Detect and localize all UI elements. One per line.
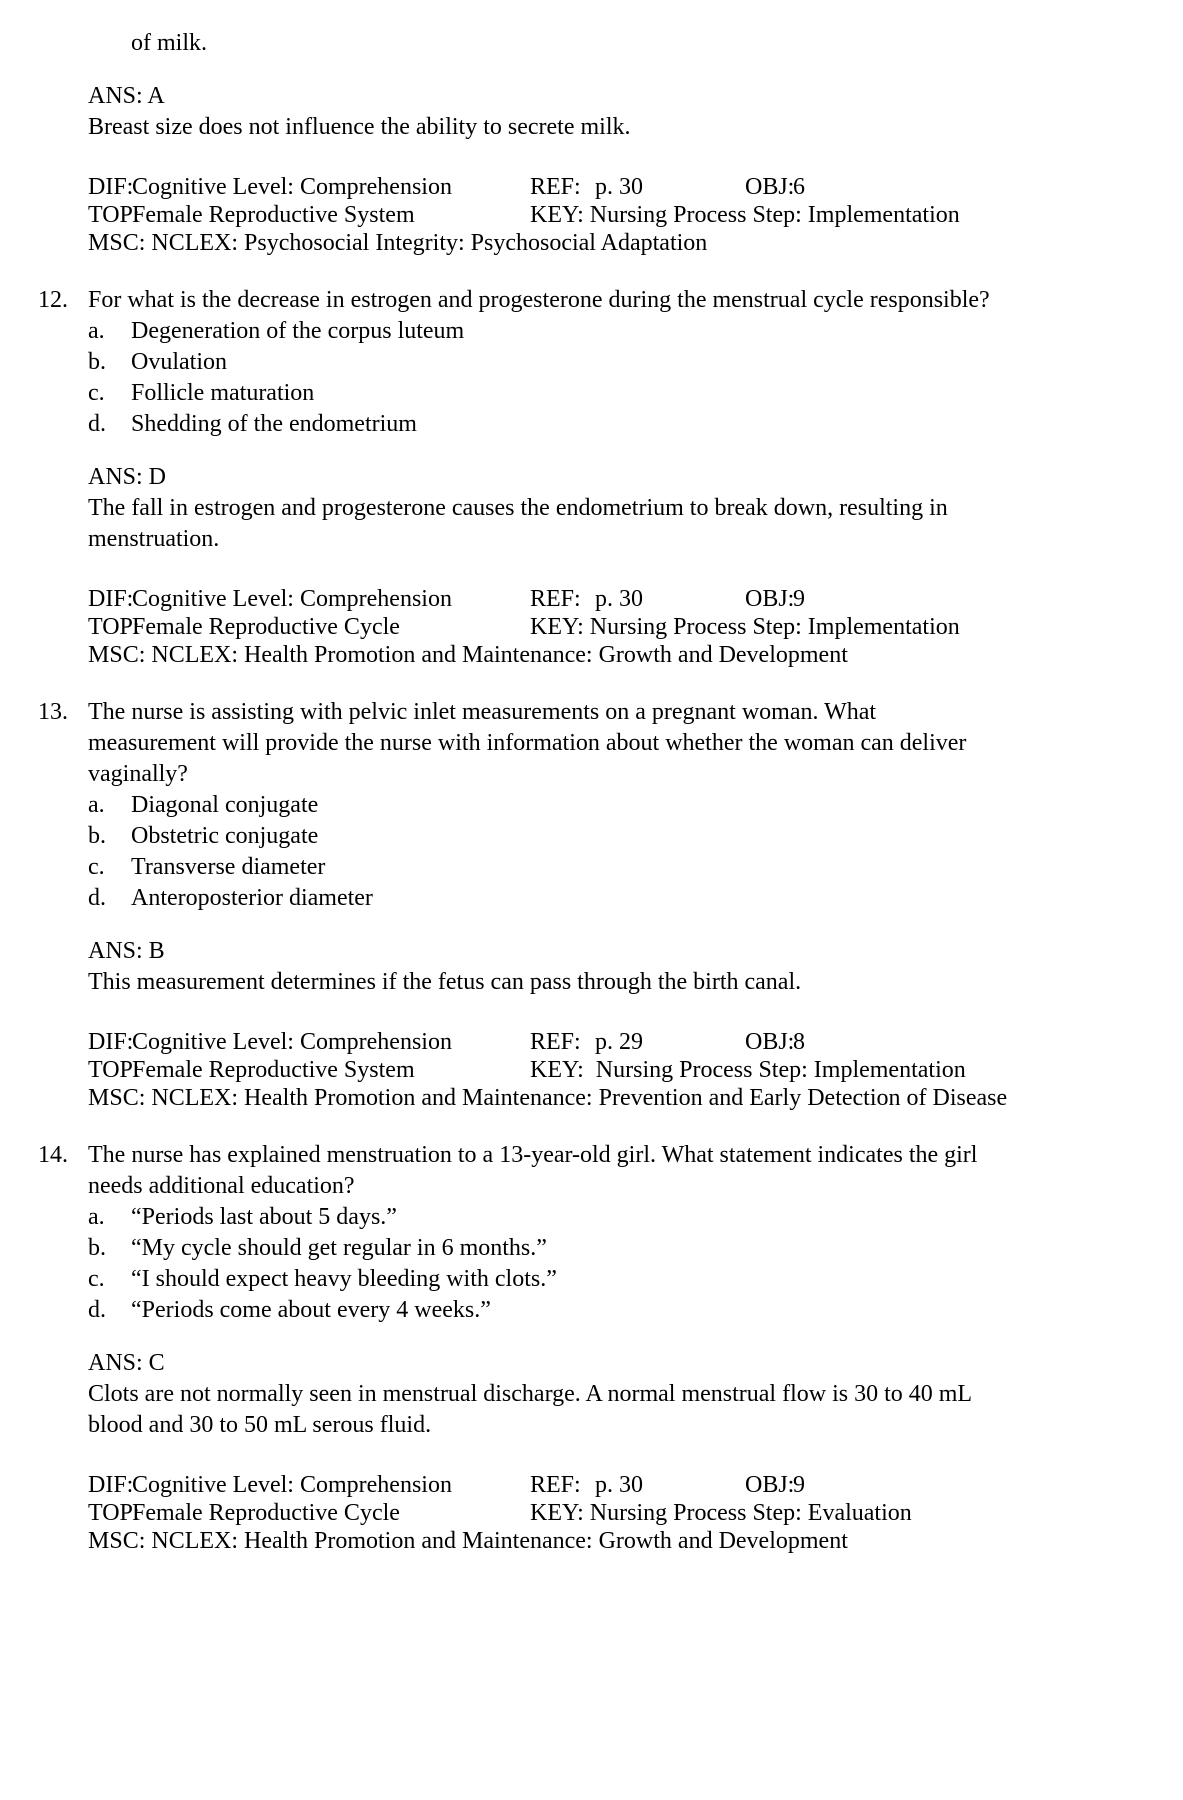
rationale-line: blood and 30 to 50 mL serous fluid. <box>88 1412 432 1438</box>
top-label: TOP: <box>88 1057 140 1083</box>
top-label: TOP: <box>88 1500 140 1526</box>
rationale-line: Clots are not normally seen in menstrual discharge. A normal menstrual flow is 30 to 40 mL <box>88 1381 973 1407</box>
key-value: KEY: Nursing Process Step: Implementation <box>530 202 960 228</box>
meta-block <box>88 173 1163 257</box>
ref-value: p. 30 <box>595 174 643 200</box>
key-value: KEY: Nursing Process Step: Evaluation <box>530 1500 912 1526</box>
answer-option <box>88 1233 1163 1264</box>
answer-label: ANS: C <box>88 1350 165 1376</box>
question-stem-line: The nurse is assisting with pelvic inlet measurements on a pregnant woman. What <box>88 699 877 725</box>
meta-line-top <box>88 1056 1163 1084</box>
option-text: Follicle maturation <box>131 380 315 406</box>
top-label: TOP: <box>88 202 140 228</box>
option-letter: a. <box>88 318 105 344</box>
dif-value: Cognitive Level: Comprehension <box>132 1029 452 1055</box>
option-text: Ovulation <box>131 349 227 375</box>
msc-value: MSC: NCLEX: Health Promotion and Maintenance: Growth and Development <box>88 1528 848 1554</box>
option-text: Shedding of the endometrium <box>131 411 417 437</box>
msc-value: MSC: NCLEX: Health Promotion and Maintenance: Growth and Development <box>88 642 848 668</box>
answer-option <box>88 1264 1163 1295</box>
meta-line-msc <box>88 1084 1163 1112</box>
answer-option <box>88 852 1163 883</box>
option-text: “My cycle should get regular in 6 months.” <box>131 1235 547 1261</box>
dif-value: Cognitive Level: Comprehension <box>132 1472 452 1498</box>
question-stem-line: For what is the decrease in estrogen and progesterone during the menstrual cycle responsible? <box>88 287 990 313</box>
ref-value: p. 30 <box>595 1472 643 1498</box>
dif-value: Cognitive Level: Comprehension <box>132 174 452 200</box>
answer-option <box>88 883 1163 914</box>
option-letter: c. <box>88 1266 105 1292</box>
meta-line-dif <box>88 173 1163 201</box>
meta-line-top <box>88 1499 1163 1527</box>
obj-label: OBJ: <box>745 586 795 612</box>
option-continuation-line: of milk. <box>131 30 207 56</box>
answer-label: ANS: D <box>88 464 167 490</box>
meta-block <box>88 1471 1163 1555</box>
answer-option <box>88 821 1163 852</box>
answer-option <box>88 1295 1163 1326</box>
option-letter: d. <box>88 1297 106 1323</box>
ref-label: REF: <box>530 174 581 200</box>
option-letter: c. <box>88 854 105 880</box>
key-value: KEY: Nursing Process Step: Implementation <box>530 1057 966 1083</box>
question-stem-line: The nurse has explained menstruation to a 13-year-old girl. What statement indicates the girl <box>88 1142 978 1168</box>
meta-line-msc <box>88 1527 1163 1555</box>
meta-line-dif <box>88 1028 1163 1056</box>
option-letter: b. <box>88 349 106 375</box>
rationale-line: This measurement determines if the fetus can pass through the birth canal. <box>88 969 802 995</box>
meta-line-dif <box>88 585 1163 613</box>
meta-line-top <box>88 201 1163 229</box>
obj-value: 9 <box>793 1472 805 1498</box>
answer-option <box>88 790 1163 821</box>
question-stem-line: needs additional education? <box>88 1173 355 1199</box>
option-text: “Periods last about 5 days.” <box>131 1204 397 1230</box>
ref-label: REF: <box>530 1472 581 1498</box>
top-value: Female Reproductive System <box>132 202 415 228</box>
dif-label: DIF: <box>88 174 134 200</box>
option-text: Transverse diameter <box>131 854 326 880</box>
meta-line-dif <box>88 1471 1163 1499</box>
question-number: 12. <box>38 287 68 313</box>
option-text: “Periods come about every 4 weeks.” <box>131 1297 491 1323</box>
question-block <box>38 697 1163 914</box>
dif-label: DIF: <box>88 1472 134 1498</box>
obj-label: OBJ: <box>745 174 795 200</box>
answer-label: ANS: A <box>88 83 165 109</box>
option-letter: b. <box>88 1235 106 1261</box>
msc-value: MSC: NCLEX: Health Promotion and Maintenance: Prevention and Early Detection of Disease <box>88 1085 1008 1111</box>
answer-option <box>88 378 1163 409</box>
obj-value: 8 <box>793 1029 805 1055</box>
meta-line-top <box>88 613 1163 641</box>
obj-label: OBJ: <box>745 1029 795 1055</box>
option-text: Anteroposterior diameter <box>131 885 373 911</box>
answer-label: ANS: B <box>88 938 165 964</box>
ref-label: REF: <box>530 586 581 612</box>
top-label: TOP: <box>88 614 140 640</box>
meta-line-msc <box>88 229 1163 257</box>
obj-value: 6 <box>793 174 805 200</box>
dif-label: DIF: <box>88 1029 134 1055</box>
answer-option <box>88 316 1163 347</box>
meta-block <box>88 585 1163 669</box>
answer-option <box>88 409 1163 440</box>
msc-value: MSC: NCLEX: Psychosocial Integrity: Psychosocial Adaptation <box>88 230 708 256</box>
rationale-line: Breast size does not influence the ability to secrete milk. <box>88 114 631 140</box>
dif-label: DIF: <box>88 586 134 612</box>
question-block <box>38 1140 1163 1326</box>
option-letter: a. <box>88 1204 105 1230</box>
rationale-line: The fall in estrogen and progesterone causes the endometrium to break down, resulting in <box>88 495 948 521</box>
answer-option <box>88 347 1163 378</box>
answer-option <box>88 1202 1163 1233</box>
dif-value: Cognitive Level: Comprehension <box>132 586 452 612</box>
top-value: Female Reproductive Cycle <box>132 614 400 640</box>
top-value: Female Reproductive System <box>132 1057 415 1083</box>
ref-value: p. 29 <box>595 1029 643 1055</box>
option-letter: d. <box>88 885 106 911</box>
meta-line-msc <box>88 641 1163 669</box>
option-text: Obstetric conjugate <box>131 823 319 849</box>
obj-label: OBJ: <box>745 1472 795 1498</box>
option-letter: a. <box>88 792 105 818</box>
top-value: Female Reproductive Cycle <box>132 1500 400 1526</box>
option-letter: b. <box>88 823 106 849</box>
ref-value: p. 30 <box>595 586 643 612</box>
question-block <box>38 285 1163 440</box>
ref-label: REF: <box>530 1029 581 1055</box>
option-text: “I should expect heavy bleeding with clots.” <box>131 1266 557 1292</box>
rationale-line: menstruation. <box>88 526 220 552</box>
option-letter: c. <box>88 380 105 406</box>
option-letter: d. <box>88 411 106 437</box>
key-value: KEY: Nursing Process Step: Implementation <box>530 614 960 640</box>
meta-block <box>88 1028 1163 1112</box>
question-number: 14. <box>38 1142 68 1168</box>
question-stem-line: vaginally? <box>88 761 188 787</box>
obj-value: 9 <box>793 586 805 612</box>
option-text: Diagonal conjugate <box>131 792 319 818</box>
option-text: Degeneration of the corpus luteum <box>131 318 465 344</box>
question-number: 13. <box>38 699 68 725</box>
question-stem-line: measurement will provide the nurse with information about whether the woman can deliver <box>88 730 967 756</box>
